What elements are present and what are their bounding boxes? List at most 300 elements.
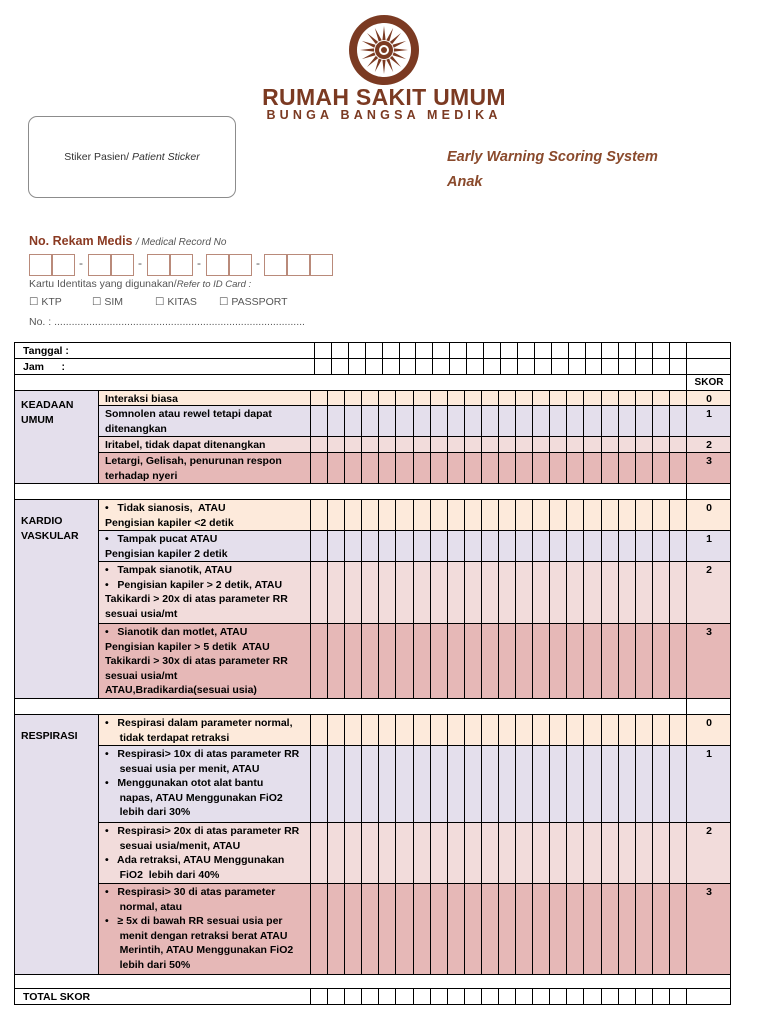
score-entry-cell[interactable] (362, 406, 379, 437)
score-entry-cell[interactable] (448, 562, 465, 624)
score-entry-cell[interactable] (602, 562, 619, 624)
score-entry-cell[interactable] (636, 715, 653, 746)
score-entry-cell[interactable] (550, 823, 567, 884)
total-score-cell[interactable] (533, 989, 550, 1005)
mrn-digit-box[interactable] (229, 254, 252, 276)
score-entry-cell[interactable] (516, 746, 533, 823)
mrn-digit-box[interactable] (52, 254, 75, 276)
score-entry-cell[interactable] (431, 500, 448, 531)
id-option-kitas[interactable]: ☐ KITAS (155, 296, 197, 308)
score-entry-cell[interactable] (379, 453, 396, 484)
score-entry-cell[interactable] (550, 884, 567, 975)
score-entry-cell[interactable] (516, 437, 533, 453)
score-entry-cell[interactable] (362, 823, 379, 884)
total-score-cell[interactable] (431, 989, 448, 1005)
score-entry-cell[interactable] (414, 562, 431, 624)
score-entry-cell[interactable] (602, 746, 619, 823)
score-entry-cell[interactable] (311, 500, 328, 531)
score-entry-cell[interactable] (533, 453, 550, 484)
total-score-cell[interactable] (379, 989, 396, 1005)
score-entry-cell[interactable] (550, 715, 567, 746)
tanggal-input-cell[interactable] (653, 343, 670, 359)
score-entry-cell[interactable] (379, 500, 396, 531)
score-entry-cell[interactable] (431, 531, 448, 562)
id-option-passport[interactable]: ☐ PASSPORT (219, 296, 288, 308)
score-entry-cell[interactable] (311, 823, 328, 884)
score-entry-cell[interactable] (516, 453, 533, 484)
score-entry-cell[interactable] (619, 562, 636, 624)
score-entry-cell[interactable] (499, 624, 516, 699)
score-entry-cell[interactable] (448, 500, 465, 531)
score-entry-cell[interactable] (482, 406, 499, 437)
score-entry-cell[interactable] (533, 715, 550, 746)
score-entry-cell[interactable] (431, 406, 448, 437)
score-entry-cell[interactable] (550, 437, 567, 453)
total-score-cell[interactable] (345, 989, 362, 1005)
score-entry-cell[interactable] (602, 715, 619, 746)
score-entry-cell[interactable] (653, 406, 670, 437)
tanggal-input-cell[interactable] (602, 343, 619, 359)
score-entry-cell[interactable] (653, 453, 670, 484)
score-entry-cell[interactable] (602, 531, 619, 562)
jam-input-cell[interactable] (450, 359, 467, 375)
score-entry-cell[interactable] (311, 391, 328, 406)
score-entry-cell[interactable] (362, 531, 379, 562)
score-entry-cell[interactable] (311, 437, 328, 453)
score-entry-cell[interactable] (482, 437, 499, 453)
score-entry-cell[interactable] (670, 531, 687, 562)
mrn-digit-box[interactable] (170, 254, 193, 276)
jam-input-cell[interactable] (366, 359, 383, 375)
jam-input-cell[interactable] (653, 359, 670, 375)
jam-input-cell[interactable] (602, 359, 619, 375)
score-entry-cell[interactable] (431, 453, 448, 484)
score-entry-cell[interactable] (345, 746, 362, 823)
score-entry-cell[interactable] (345, 437, 362, 453)
score-entry-cell[interactable] (602, 500, 619, 531)
score-entry-cell[interactable] (670, 437, 687, 453)
score-entry-cell[interactable] (328, 453, 345, 484)
score-entry-cell[interactable] (653, 715, 670, 746)
tanggal-input-cell[interactable] (619, 343, 636, 359)
score-entry-cell[interactable] (482, 391, 499, 406)
jam-input-cell[interactable] (416, 359, 433, 375)
mrn-digit-box[interactable] (88, 254, 111, 276)
score-entry-cell[interactable] (670, 624, 687, 699)
score-entry-cell[interactable] (311, 453, 328, 484)
score-entry-cell[interactable] (465, 624, 482, 699)
score-entry-cell[interactable] (328, 406, 345, 437)
score-entry-cell[interactable] (584, 406, 601, 437)
score-entry-cell[interactable] (396, 746, 413, 823)
score-entry-cell[interactable] (636, 500, 653, 531)
jam-input-cell[interactable] (586, 359, 603, 375)
score-entry-cell[interactable] (636, 823, 653, 884)
tanggal-input-cell[interactable] (501, 343, 518, 359)
score-entry-cell[interactable] (396, 500, 413, 531)
score-entry-cell[interactable] (516, 715, 533, 746)
score-entry-cell[interactable] (362, 562, 379, 624)
score-entry-cell[interactable] (619, 715, 636, 746)
score-entry-cell[interactable] (448, 715, 465, 746)
score-entry-cell[interactable] (465, 500, 482, 531)
score-entry-cell[interactable] (550, 562, 567, 624)
score-entry-cell[interactable] (516, 884, 533, 975)
total-score-cell[interactable] (636, 989, 653, 1005)
score-entry-cell[interactable] (567, 562, 584, 624)
score-entry-cell[interactable] (345, 715, 362, 746)
score-entry-cell[interactable] (482, 453, 499, 484)
id-option-ktp[interactable]: ☐ KTP (29, 296, 62, 308)
score-entry-cell[interactable] (362, 746, 379, 823)
tanggal-input-cell[interactable] (400, 343, 417, 359)
score-entry-cell[interactable] (396, 531, 413, 562)
score-entry-cell[interactable] (567, 406, 584, 437)
score-entry-cell[interactable] (567, 453, 584, 484)
tanggal-input-cell[interactable] (636, 343, 653, 359)
score-entry-cell[interactable] (584, 437, 601, 453)
score-entry-cell[interactable] (533, 884, 550, 975)
score-entry-cell[interactable] (636, 624, 653, 699)
score-entry-cell[interactable] (379, 406, 396, 437)
score-entry-cell[interactable] (499, 823, 516, 884)
score-entry-cell[interactable] (362, 453, 379, 484)
score-entry-cell[interactable] (311, 562, 328, 624)
score-entry-cell[interactable] (584, 624, 601, 699)
jam-input-cell[interactable] (552, 359, 569, 375)
score-entry-cell[interactable] (482, 823, 499, 884)
score-entry-cell[interactable] (619, 391, 636, 406)
tanggal-input-cell[interactable] (467, 343, 484, 359)
score-entry-cell[interactable] (362, 624, 379, 699)
score-entry-cell[interactable] (602, 391, 619, 406)
total-score-cell[interactable] (328, 989, 345, 1005)
score-entry-cell[interactable] (414, 531, 431, 562)
id-option-sim[interactable]: ☐ SIM (92, 296, 124, 308)
score-entry-cell[interactable] (448, 823, 465, 884)
score-entry-cell[interactable] (311, 624, 328, 699)
score-entry-cell[interactable] (533, 406, 550, 437)
mrn-digit-box[interactable] (287, 254, 310, 276)
jam-input-cell[interactable] (518, 359, 535, 375)
score-entry-cell[interactable] (619, 453, 636, 484)
score-entry-cell[interactable] (550, 391, 567, 406)
score-entry-cell[interactable] (311, 531, 328, 562)
score-entry-cell[interactable] (636, 562, 653, 624)
total-score-cell[interactable] (516, 989, 533, 1005)
total-score-cell[interactable] (414, 989, 431, 1005)
total-score-cell[interactable] (567, 989, 584, 1005)
score-entry-cell[interactable] (516, 391, 533, 406)
score-entry-cell[interactable] (653, 884, 670, 975)
score-entry-cell[interactable] (636, 437, 653, 453)
score-entry-cell[interactable] (345, 531, 362, 562)
score-entry-cell[interactable] (584, 562, 601, 624)
total-score-cell[interactable] (396, 989, 413, 1005)
score-entry-cell[interactable] (670, 562, 687, 624)
mrn-digit-box[interactable] (264, 254, 287, 276)
score-entry-cell[interactable] (636, 406, 653, 437)
score-entry-cell[interactable] (414, 746, 431, 823)
score-entry-cell[interactable] (465, 562, 482, 624)
tanggal-input-cell[interactable] (484, 343, 501, 359)
score-entry-cell[interactable] (379, 437, 396, 453)
score-entry-cell[interactable] (670, 884, 687, 975)
score-entry-cell[interactable] (653, 746, 670, 823)
score-entry-cell[interactable] (345, 406, 362, 437)
tanggal-input-cell[interactable] (535, 343, 552, 359)
score-entry-cell[interactable] (482, 884, 499, 975)
score-entry-cell[interactable] (465, 453, 482, 484)
score-entry-cell[interactable] (448, 531, 465, 562)
score-entry-cell[interactable] (670, 406, 687, 437)
score-entry-cell[interactable] (465, 715, 482, 746)
score-entry-cell[interactable] (482, 562, 499, 624)
score-entry-cell[interactable] (619, 884, 636, 975)
score-entry-cell[interactable] (345, 823, 362, 884)
tanggal-input-cell[interactable] (518, 343, 535, 359)
score-entry-cell[interactable] (328, 391, 345, 406)
jam-input-cell[interactable] (332, 359, 349, 375)
score-entry-cell[interactable] (448, 391, 465, 406)
total-score-cell[interactable] (550, 989, 567, 1005)
score-entry-cell[interactable] (516, 823, 533, 884)
score-entry-cell[interactable] (567, 437, 584, 453)
score-entry-cell[interactable] (499, 562, 516, 624)
score-entry-cell[interactable] (396, 624, 413, 699)
total-score-cell[interactable] (311, 989, 328, 1005)
jam-input-cell[interactable] (467, 359, 484, 375)
jam-input-cell[interactable] (349, 359, 366, 375)
jam-input-cell[interactable] (383, 359, 400, 375)
score-entry-cell[interactable] (533, 562, 550, 624)
score-entry-cell[interactable] (550, 746, 567, 823)
score-entry-cell[interactable] (584, 715, 601, 746)
score-entry-cell[interactable] (414, 624, 431, 699)
score-entry-cell[interactable] (328, 746, 345, 823)
score-entry-cell[interactable] (619, 624, 636, 699)
score-entry-cell[interactable] (431, 823, 448, 884)
score-entry-cell[interactable] (414, 715, 431, 746)
score-entry-cell[interactable] (653, 531, 670, 562)
score-entry-cell[interactable] (414, 500, 431, 531)
jam-input-cell[interactable] (501, 359, 518, 375)
tanggal-input-cell[interactable] (433, 343, 450, 359)
score-entry-cell[interactable] (602, 884, 619, 975)
score-entry-cell[interactable] (379, 823, 396, 884)
score-entry-cell[interactable] (396, 715, 413, 746)
score-entry-cell[interactable] (414, 823, 431, 884)
score-entry-cell[interactable] (328, 823, 345, 884)
score-entry-cell[interactable] (414, 391, 431, 406)
score-entry-cell[interactable] (533, 437, 550, 453)
score-entry-cell[interactable] (670, 715, 687, 746)
score-entry-cell[interactable] (533, 391, 550, 406)
score-entry-cell[interactable] (379, 884, 396, 975)
total-score-cell[interactable] (670, 989, 687, 1005)
score-entry-cell[interactable] (311, 884, 328, 975)
score-entry-cell[interactable] (431, 715, 448, 746)
score-entry-cell[interactable] (533, 746, 550, 823)
score-entry-cell[interactable] (670, 391, 687, 406)
score-entry-cell[interactable] (567, 746, 584, 823)
score-entry-cell[interactable] (584, 531, 601, 562)
score-entry-cell[interactable] (465, 884, 482, 975)
score-entry-cell[interactable] (533, 500, 550, 531)
score-entry-cell[interactable] (345, 624, 362, 699)
score-entry-cell[interactable] (550, 624, 567, 699)
score-entry-cell[interactable] (602, 453, 619, 484)
mrn-digit-box[interactable] (310, 254, 333, 276)
score-entry-cell[interactable] (653, 562, 670, 624)
score-entry-cell[interactable] (328, 624, 345, 699)
score-entry-cell[interactable] (345, 562, 362, 624)
score-entry-cell[interactable] (311, 746, 328, 823)
score-entry-cell[interactable] (414, 437, 431, 453)
score-entry-cell[interactable] (499, 531, 516, 562)
score-entry-cell[interactable] (602, 437, 619, 453)
score-entry-cell[interactable] (602, 406, 619, 437)
jam-input-cell[interactable] (569, 359, 586, 375)
score-entry-cell[interactable] (396, 562, 413, 624)
score-entry-cell[interactable] (584, 884, 601, 975)
score-entry-cell[interactable] (396, 437, 413, 453)
score-entry-cell[interactable] (619, 531, 636, 562)
score-entry-cell[interactable] (499, 746, 516, 823)
score-entry-cell[interactable] (584, 746, 601, 823)
score-entry-cell[interactable] (567, 500, 584, 531)
mrn-digit-box[interactable] (111, 254, 134, 276)
score-entry-cell[interactable] (362, 500, 379, 531)
score-entry-cell[interactable] (584, 500, 601, 531)
score-entry-cell[interactable] (499, 500, 516, 531)
score-entry-cell[interactable] (636, 531, 653, 562)
score-entry-cell[interactable] (636, 453, 653, 484)
score-entry-cell[interactable] (584, 823, 601, 884)
score-entry-cell[interactable] (345, 884, 362, 975)
mrn-digit-box[interactable] (147, 254, 170, 276)
score-entry-cell[interactable] (396, 884, 413, 975)
score-entry-cell[interactable] (567, 884, 584, 975)
tanggal-input-cell[interactable] (349, 343, 366, 359)
score-entry-cell[interactable] (550, 453, 567, 484)
score-entry-cell[interactable] (311, 715, 328, 746)
score-entry-cell[interactable] (482, 624, 499, 699)
score-entry-cell[interactable] (567, 823, 584, 884)
score-entry-cell[interactable] (619, 406, 636, 437)
score-entry-cell[interactable] (379, 531, 396, 562)
mrn-digit-box[interactable] (29, 254, 52, 276)
tanggal-input-cell[interactable] (366, 343, 383, 359)
score-entry-cell[interactable] (465, 391, 482, 406)
score-entry-cell[interactable] (328, 715, 345, 746)
score-entry-cell[interactable] (431, 391, 448, 406)
score-entry-cell[interactable] (499, 406, 516, 437)
score-entry-cell[interactable] (482, 500, 499, 531)
score-entry-cell[interactable] (465, 823, 482, 884)
score-entry-cell[interactable] (584, 453, 601, 484)
total-score-cell[interactable] (499, 989, 516, 1005)
total-score-cell[interactable] (448, 989, 465, 1005)
score-entry-cell[interactable] (499, 437, 516, 453)
score-entry-cell[interactable] (670, 453, 687, 484)
score-entry-cell[interactable] (653, 823, 670, 884)
score-entry-cell[interactable] (670, 823, 687, 884)
score-entry-cell[interactable] (396, 391, 413, 406)
score-entry-cell[interactable] (431, 562, 448, 624)
score-entry-cell[interactable] (431, 746, 448, 823)
score-entry-cell[interactable] (482, 715, 499, 746)
tanggal-input-cell[interactable] (569, 343, 586, 359)
score-entry-cell[interactable] (533, 823, 550, 884)
score-entry-cell[interactable] (379, 715, 396, 746)
score-entry-cell[interactable] (396, 823, 413, 884)
total-score-cell[interactable] (362, 989, 379, 1005)
score-entry-cell[interactable] (653, 624, 670, 699)
score-entry-cell[interactable] (414, 406, 431, 437)
score-entry-cell[interactable] (431, 624, 448, 699)
total-score-cell[interactable] (465, 989, 482, 1005)
score-entry-cell[interactable] (619, 437, 636, 453)
score-entry-cell[interactable] (311, 406, 328, 437)
score-entry-cell[interactable] (653, 437, 670, 453)
score-entry-cell[interactable] (550, 500, 567, 531)
score-entry-cell[interactable] (328, 884, 345, 975)
total-score-cell[interactable] (602, 989, 619, 1005)
score-entry-cell[interactable] (653, 500, 670, 531)
score-entry-cell[interactable] (328, 500, 345, 531)
tanggal-input-cell[interactable] (450, 343, 467, 359)
score-entry-cell[interactable] (482, 531, 499, 562)
score-entry-cell[interactable] (448, 624, 465, 699)
score-entry-cell[interactable] (396, 406, 413, 437)
jam-input-cell[interactable] (535, 359, 552, 375)
score-entry-cell[interactable] (584, 391, 601, 406)
score-entry-cell[interactable] (670, 500, 687, 531)
tanggal-input-cell[interactable] (315, 343, 332, 359)
score-entry-cell[interactable] (567, 531, 584, 562)
score-entry-cell[interactable] (379, 562, 396, 624)
total-score-cell[interactable] (482, 989, 499, 1005)
score-entry-cell[interactable] (550, 531, 567, 562)
score-entry-cell[interactable] (516, 562, 533, 624)
score-entry-cell[interactable] (516, 500, 533, 531)
score-entry-cell[interactable] (465, 531, 482, 562)
score-entry-cell[interactable] (465, 746, 482, 823)
score-entry-cell[interactable] (414, 884, 431, 975)
tanggal-input-cell[interactable] (586, 343, 603, 359)
score-entry-cell[interactable] (619, 500, 636, 531)
score-entry-cell[interactable] (448, 437, 465, 453)
score-entry-cell[interactable] (550, 406, 567, 437)
score-entry-cell[interactable] (448, 746, 465, 823)
tanggal-input-cell[interactable] (552, 343, 569, 359)
score-entry-cell[interactable] (602, 624, 619, 699)
tanggal-input-cell[interactable] (383, 343, 400, 359)
score-entry-cell[interactable] (328, 531, 345, 562)
tanggal-input-cell[interactable] (416, 343, 433, 359)
score-entry-cell[interactable] (567, 391, 584, 406)
score-entry-cell[interactable] (670, 746, 687, 823)
score-entry-cell[interactable] (362, 391, 379, 406)
score-entry-cell[interactable] (379, 624, 396, 699)
score-entry-cell[interactable] (345, 391, 362, 406)
mrn-digit-box[interactable] (206, 254, 229, 276)
score-entry-cell[interactable] (328, 562, 345, 624)
score-entry-cell[interactable] (431, 884, 448, 975)
jam-input-cell[interactable] (670, 359, 687, 375)
score-entry-cell[interactable] (448, 884, 465, 975)
